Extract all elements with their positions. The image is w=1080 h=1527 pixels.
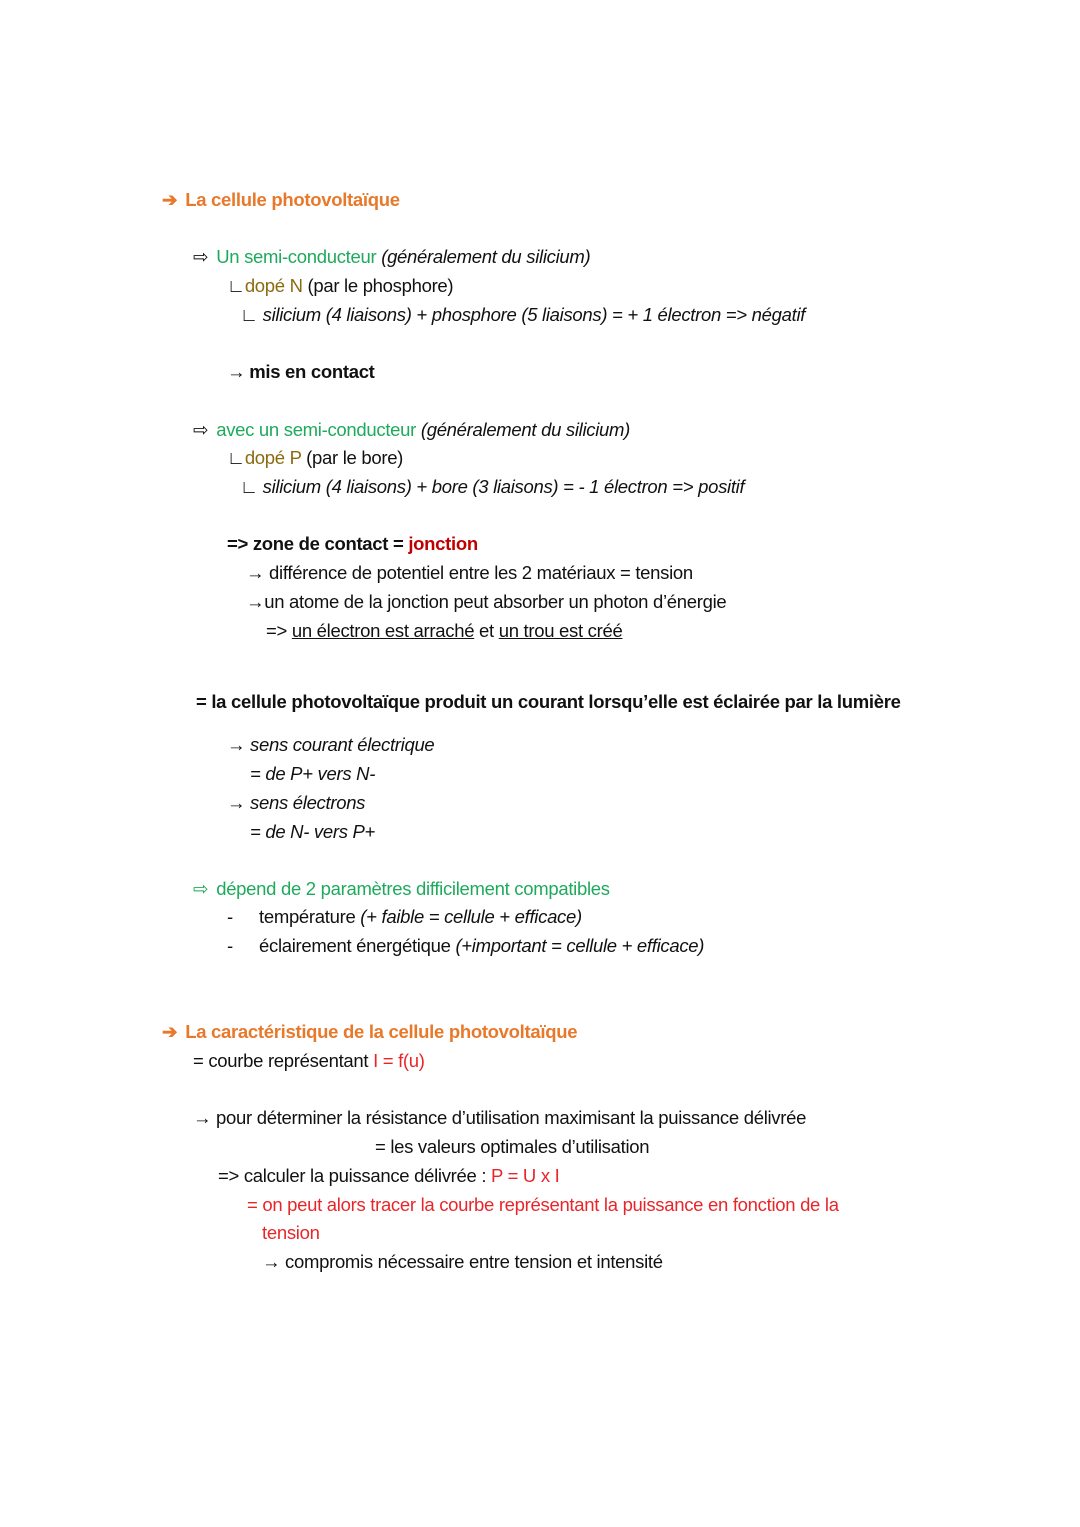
arrow-icon: → [246, 562, 270, 583]
text-line: →un atome de la jonction peut absorber un photon d’énergie [246, 591, 727, 612]
corner-icon: ∟ [240, 304, 263, 325]
text-line: = courbe représentant I = f(u) [193, 1050, 425, 1071]
text-line: ∟dopé P (par le bore) [227, 447, 404, 468]
text-line: => un électron est arraché et un trou est créé [266, 620, 623, 641]
corner-icon: ∟ [240, 476, 263, 497]
text-line: → différence de potentiel entre les 2 matériaux = tension [246, 562, 693, 583]
arrow-icon: → [227, 361, 246, 382]
arrow-icon: ➔ [162, 1021, 178, 1042]
text-line: => calculer la puissance délivrée : P = U x I [218, 1165, 560, 1186]
text-line: ∟ silicium (4 liaisons) + phosphore (5 liaisons) = + 1 électron => négatif [240, 304, 806, 325]
arrow-icon: ➔ [162, 189, 178, 210]
text-line: ∟dopé N (par le phosphore) [227, 275, 454, 296]
text-line: → sens électrons [227, 792, 366, 813]
text-line: ∟ silicium (4 liaisons) + bore (3 liaisons) = - 1 électron => positif [240, 476, 745, 497]
summary-line: = la cellule photovoltaïque produit un courant lorsqu’elle est éclairée par la lumière [196, 691, 901, 712]
text-line: = de N- vers P+ [250, 821, 376, 842]
arrow-icon: → [246, 591, 265, 612]
arrow-icon: → [227, 734, 251, 755]
corner-icon: ∟ [227, 275, 245, 296]
text-line: => zone de contact = jonction [227, 533, 478, 554]
section-heading: ➔ La cellule photovoltaïque [162, 189, 400, 210]
hollow-arrow-icon: ⇨ [193, 878, 209, 899]
text-line: → sens courant électrique [227, 734, 435, 755]
text-line: → mis en contact [227, 361, 375, 382]
text-line: = les valeurs optimales d’utilisation [375, 1136, 650, 1157]
arrow-icon: → [262, 1251, 286, 1272]
text-line: tension [262, 1222, 320, 1243]
text-line: = de P+ vers N- [250, 763, 376, 784]
bullet-line: ⇨ avec un semi-conducteur (généralement du silicium) [193, 419, 630, 440]
hollow-arrow-icon: ⇨ [193, 246, 209, 267]
bullet-line: ⇨ Un semi-conducteur (généralement du silicium) [193, 246, 591, 267]
list-item: - éclairement énergétique (+important = cellule + efficace) [227, 935, 705, 956]
section-heading: ➔ La caractéristique de la cellule photovoltaïque [162, 1021, 578, 1042]
arrow-icon: → [227, 792, 251, 813]
text-line: = on peut alors tracer la courbe représentant la puissance en fonction de la [247, 1194, 839, 1215]
corner-icon: ∟ [227, 447, 245, 468]
bullet-line: ⇨ dépend de 2 paramètres difficilement compatibles [193, 878, 610, 899]
text-line: → compromis nécessaire entre tension et intensité [262, 1251, 663, 1272]
text-line: → pour déterminer la résistance d’utilisation maximisant la puissance délivrée [193, 1107, 807, 1128]
arrow-icon: → [193, 1107, 217, 1128]
hollow-arrow-icon: ⇨ [193, 419, 209, 440]
list-item: - température (+ faible = cellule + efficace) [227, 906, 582, 927]
